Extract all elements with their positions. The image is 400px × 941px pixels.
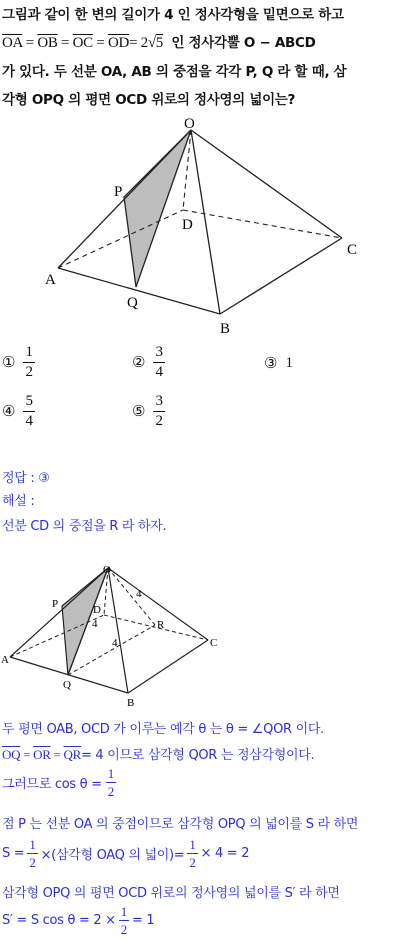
segment-or: $\overline{OR}$	[33, 747, 51, 762]
label2-four-1: 4	[136, 588, 142, 600]
label2-r: R	[157, 619, 165, 631]
choice-3-mark: ③	[264, 356, 278, 372]
choice-2-den: 4	[155, 364, 163, 380]
solution-line-2: 두 평면 OAB, OCD 가 이루는 예각 θ 는 θ = ∠QOR 이다.	[2, 722, 324, 737]
label-p: P	[114, 184, 123, 200]
pyramid-figure-1	[0, 110, 400, 342]
solution-line-8-b: = 1	[131, 913, 155, 928]
half-num-3: 1	[120, 904, 127, 919]
choice-2[interactable]	[132, 345, 165, 380]
label2-c: C	[210, 637, 218, 649]
choice-2-num: 3	[153, 345, 165, 363]
solution-line-5: 점 P 는 선분 OA 의 중점이므로 삼각형 OPQ 의 넓이를 S 라 하면	[2, 817, 359, 832]
cos-num: 1	[107, 766, 114, 781]
segment-ob: $\overline{OB}$	[37, 35, 58, 51]
length-value: = 2	[129, 35, 148, 51]
problem-line-4: 각형 OPQ 의 평면 OCD 위로의 정사영의 넓이는?	[2, 92, 296, 108]
label-q: Q	[127, 295, 138, 311]
sqrt-arg: 5	[155, 35, 163, 51]
solution-line-8-a: S′ = S cos θ = 2 ×	[2, 913, 116, 928]
choice-4-den: 4	[25, 413, 33, 429]
solution-line-1: 선분 CD 의 중점을 R 라 하자.	[2, 519, 167, 534]
half-num-1: 1	[29, 837, 36, 852]
choice-2-mark: ②	[132, 355, 146, 371]
half-den-2: 2	[189, 855, 196, 870]
label2-b: B	[127, 697, 135, 709]
solution-line-3-tail: = 4 이므로 삼각형 QOR 는 정삼각형이다.	[81, 748, 315, 763]
label-o: O	[184, 116, 195, 132]
half-num-2: 1	[189, 837, 196, 852]
label2-four-3: 4	[112, 637, 118, 649]
choice-4-num: 5	[23, 394, 35, 412]
choice-3[interactable]	[264, 354, 293, 373]
choice-4-mark: ④	[2, 404, 16, 420]
label2-q: Q	[63, 679, 71, 691]
label2-a: A	[1, 654, 9, 666]
segment-oq: $\overline{OQ}$	[2, 747, 21, 762]
segment-oa: $\overline{OA}$	[2, 35, 23, 51]
solution-line-4-text: 그러므로 cos θ =	[2, 777, 102, 792]
label-a: A	[45, 272, 56, 288]
solution-line-4	[2, 767, 116, 798]
shaded-triangle-opq	[124, 130, 191, 287]
choice-3-value: 1	[285, 355, 293, 371]
half-den-1: 2	[29, 855, 36, 870]
label-d: D	[182, 217, 193, 233]
choice-1-mark: ①	[2, 355, 16, 371]
choice-5-mark: ⑤	[132, 404, 146, 420]
segment-oc: $\overline{OC}$	[72, 35, 93, 51]
label2-four-2: 4	[92, 618, 98, 630]
choice-5[interactable]	[132, 394, 165, 429]
half-den-3: 2	[120, 922, 127, 937]
explanation-label: 해설 :	[2, 494, 35, 509]
answer-line: 정답 : ③	[2, 471, 50, 486]
choice-4[interactable]	[2, 394, 35, 429]
solution-line-6	[2, 838, 249, 869]
shaded-triangle-opq-2	[62, 568, 108, 675]
label-b: B	[220, 321, 231, 337]
choice-1-num: 1	[23, 345, 35, 363]
choice-5-num: 3	[153, 394, 165, 412]
choice-1[interactable]	[2, 345, 35, 380]
problem-line-2-tail: 인 정사각뿔 O − ABCD	[171, 35, 316, 51]
problem-line-3: 가 있다. 두 선분 OA, AB 의 중점을 각각 P, Q 라 할 때, 삼	[2, 64, 347, 80]
label2-o: O	[103, 564, 111, 576]
choice-1-den: 2	[25, 364, 33, 380]
pyramid-figure-2	[0, 535, 400, 715]
choice-5-den: 2	[155, 413, 163, 429]
solution-line-6-a: S =	[2, 846, 25, 861]
solution-line-8	[2, 905, 154, 936]
problem-line-1: 그림과 같이 한 변의 길이가 4 인 정사각형을 밑면으로 하고	[2, 7, 344, 23]
label2-p: P	[52, 598, 59, 610]
segment-qr: $\overline{QR}$	[63, 747, 81, 762]
solution-line-6-b: ×(삼각형 OAQ 의 넓이)=	[40, 848, 185, 863]
solution-line-7: 삼각형 OPQ 의 평면 OCD 위로의 정사영의 넓이를 S′ 라 하면	[2, 886, 340, 901]
cos-den: 2	[107, 784, 114, 799]
segment-od: $\overline{OD}$	[107, 35, 130, 51]
label-c: C	[347, 242, 358, 258]
problem-line-2: $\overline{OA} = \overline{OB} = \overline{OC} = \overline{OD}= 2√5$ 인 정사각뿔 O − ABCD	[2, 35, 316, 51]
solution-line-3: $\overline{OQ} = \overline{OR} = \overline{QR}= 4$ 이므로 삼각형 QOR 는 정삼각형이다.	[2, 747, 315, 763]
solution-line-6-c: × 4 = 2	[200, 846, 250, 861]
label2-d: D	[93, 604, 101, 616]
